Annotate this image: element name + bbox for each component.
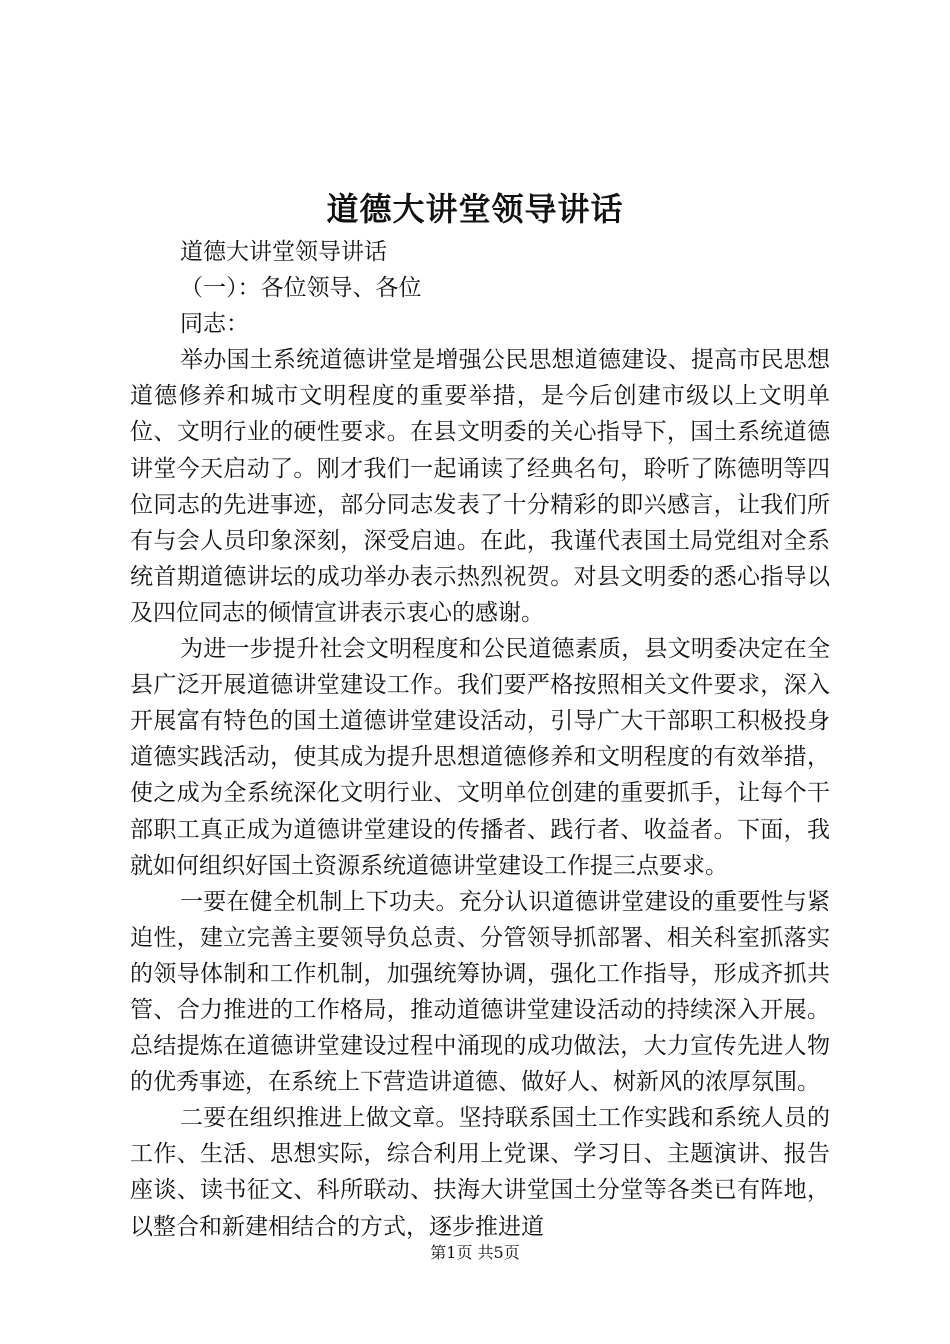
paragraph-body-3: 一要在健全机制上下功夫。充分认识道德讲堂建设的重要性与紧迫性，建立完善主要领导负总责、分管领导抓部署、相关科室抓落实的领导体制和工作机制，加强统筹协调，强化工作指导，形成齐抓共管、合力推进的工作格局，推动道德讲堂建设活动的持续深入开展。总结提炼在道德讲堂建设过程中涌现的成功做法，大力宣传先进人物的优秀事迹，在系统上下营造讲道德、做好人、树新风的浓厚氛围。 <box>130 888 830 1096</box>
paragraph-body-1: 举办国土系统道德讲堂是增强公民思想道德建设、提高市民思想道德修养和城市文明程度的重要举措，是今后创建市级以上文明单位、文明行业的硬性要求。在县文明委的关心指导下，国土系统道德讲堂今天启动了。刚才我们一起诵读了经典名句，聆听了陈德明等四位同志的先进事迹，部分同志发表了十分精彩的即兴感言，让我们所有与会人员印象深刻，深受启迪。在此，我谨代表国土局党组对全系统首期道德讲坛的成功举办表示热烈祝贺。对县文明委的悉心指导以及四位同志的倾情宣讲表示衷心的感谢。 <box>130 347 830 626</box>
paragraph-subtitle: 道德大讲堂领导讲话 <box>180 239 387 265</box>
document-title: 道德大讲堂领导讲话 <box>326 190 624 228</box>
document-body <box>130 234 830 1245</box>
paragraph-salutation: 同志： <box>180 311 249 338</box>
paragraph-body-4: 二要在组织推进上做文章。坚持联系国土工作实践和系统人员的工作、生活、思想实际，综合利用上党课、学习日、主题演讲、报告座谈、读书征文、科所联动、扶海大讲堂国土分堂等各类已有阵地，以整合和新建相结合的方式，逐步推进道 <box>130 1105 830 1240</box>
paragraph-body-2: 为进一步提升社会文明程度和公民道德素质，县文明委决定在全县广泛开展道德讲堂建设工作。我们要严格按照相关文件要求，深入开展富有特色的国土道德讲堂建设活动，引导广大干部职工积极投身道德实践活动，使其成为提升思想道德修养和文明程度的有效举措，使之成为全系统深化文明行业、文明单位创建的重要抓手，让每个干部职工真正成为道德讲堂建设的传播者、践行者、收益者。下面，我就如何组织好国土资源系统道德讲堂建设工作提三点要求。 <box>130 636 830 879</box>
paragraph-section-heading: （一）：各位领导、各位 <box>180 275 422 302</box>
page-footer: 第1页 共5页 <box>430 1243 520 1262</box>
